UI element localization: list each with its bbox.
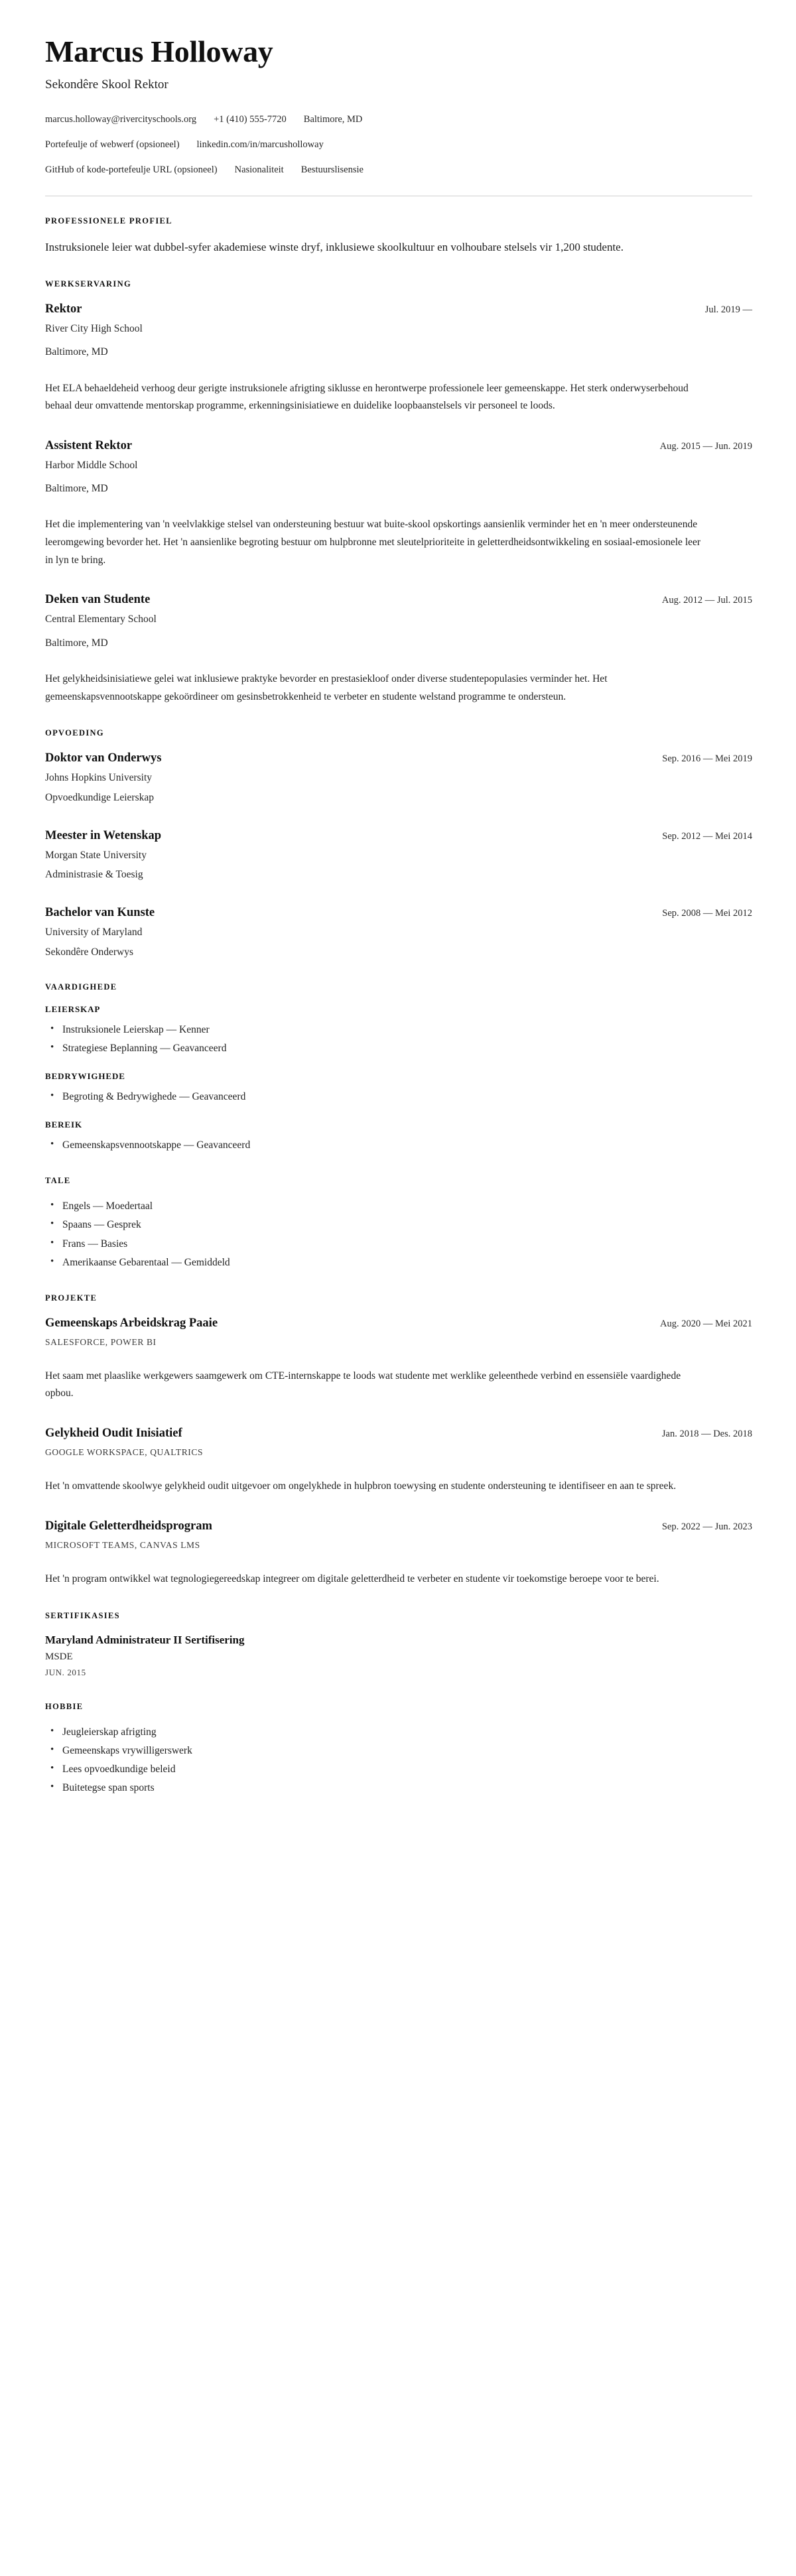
summary-text: Instruksionele leier wat dubbel-syfer akademiese winste dryf, inklusiewe skoolkultuur en volhoubare stelsels vir 1,200 studente. — [45, 241, 624, 254]
experience-description: Het gelykheidsinisiatiewe gelei wat inklusiewe praktyke bevorder en prestasiekloof onder diverse studentepopulasies verminder het. Het gemeenskapsvennootskappe gekoördineer om gesinsbetrokkenheid te verbeter en studente welstand programme te ondersteun. — [45, 673, 608, 702]
education-date-range: Sep. 2008 — Mei 2012 — [662, 908, 752, 919]
experience-location: Baltimore, MD — [45, 346, 108, 358]
language-item: • Spaans — Gesprek — [45, 1216, 752, 1233]
education-date-range: Sep. 2016 — Mei 2019 — [662, 753, 752, 765]
section-title-certifications: SERTIFIKASIES — [45, 1610, 120, 1620]
experience-organization: Central Elementary School — [45, 613, 157, 625]
experience-description: Het die implementering van 'n veelvlakkige stelsel van ondersteuning bestuur wat buite-skool opskortings aansienlik verminder het en 'n meer ondersteunende leeromgewing bevorder het. Het 'n aansienlike begroting bestuur om hulpbronne met sleutelprioriteite in geletterdheidsontwikkeling en sosiaal-emosionele leer in lyn te bring. — [45, 519, 701, 566]
language-item: • Amerikaanse Gebarentaal — Gemiddeld — [45, 1254, 752, 1271]
section-hobbies — [45, 1702, 752, 1796]
project-date-range: Aug. 2020 — Mei 2021 — [660, 1318, 752, 1329]
section-certifications — [45, 1611, 752, 1679]
education-entry — [45, 828, 752, 883]
experience-entry-head — [45, 438, 752, 454]
project-description: Het saam met plaaslike werkgewers saamgewerk om CTE-internskappe te loods wat studente met werklike geleenthede verbind en essensiële vaardighede opbou. — [45, 1370, 681, 1399]
section-summary — [45, 216, 752, 257]
project-title: Gemeenskaps Arbeidskrag Paaie — [45, 1316, 218, 1330]
education-field: Opvoedkundige Leierskap — [45, 791, 154, 803]
resume-header — [45, 34, 752, 177]
section-title-skills: VAARDIGHEDE — [45, 982, 117, 992]
education-entry-head — [45, 828, 752, 844]
project-title: Digitale Geletterdheidsprogram — [45, 1519, 212, 1533]
candidate-name: Marcus Holloway — [45, 34, 273, 68]
project-entry-head — [45, 1518, 752, 1534]
section-title-experience: WERKSERVARING — [45, 279, 132, 289]
section-title-hobbies: HOBBIE — [45, 1701, 84, 1711]
education-degree: Doktor van Onderwys — [45, 751, 162, 765]
education-entry-head — [45, 905, 752, 921]
section-title-summary: PROFESSIONELE PROFIEL — [45, 216, 172, 226]
language-item: • Engels — Moedertaal — [45, 1198, 752, 1214]
skill-group — [45, 1120, 752, 1153]
experience-location: Baltimore, MD — [45, 483, 108, 495]
skill-list — [45, 1137, 752, 1153]
experience-location: Baltimore, MD — [45, 637, 108, 649]
skill-item: • Instruksionele Leierskap — Kenner — [45, 1021, 752, 1038]
skill-group-name: BEREIK — [45, 1120, 82, 1130]
experience-description: Het ELA behaeldeheid verhoog deur gerigte instruksionele afrigting siklusse en herontwerpe professionele leer gemeenskappe. Het sterk onderwyserbehoud behaal deur omvattende mentorskap programme, erkenningsinisiatiewe en duidelike loopbaanstelsels vir personeel te loods. — [45, 382, 689, 412]
project-entry — [45, 1315, 752, 1403]
project-entry — [45, 1425, 752, 1496]
certification-entry — [45, 1633, 752, 1679]
skill-group-name: BEDRYWIGHEDE — [45, 1071, 125, 1082]
project-title: Gelykheid Oudit Inisiatief — [45, 1427, 182, 1441]
project-date-range: Jan. 2018 — Des. 2018 — [661, 1429, 752, 1440]
experience-job-title: Rektor — [45, 302, 82, 316]
contact-row-2 — [45, 138, 752, 153]
education-institution: Morgan State University — [45, 849, 147, 861]
education-institution: University of Maryland — [45, 927, 143, 938]
experience-entry-head — [45, 592, 752, 608]
section-title-languages: TALE — [45, 1176, 71, 1186]
section-education — [45, 728, 752, 960]
project-entry — [45, 1518, 752, 1588]
experience-date-range: Aug. 2012 — Jul. 2015 — [661, 595, 752, 606]
contact-linkedin[interactable]: linkedin.com/in/marcusholloway — [196, 139, 324, 150]
project-stack: GOOGLE WORKSPACE, QUALTRICS — [45, 1447, 204, 1458]
education-entry — [45, 905, 752, 960]
section-title-education: OPVOEDING — [45, 728, 104, 738]
project-entry-head — [45, 1315, 752, 1331]
education-entry-head — [45, 750, 752, 766]
experience-entry — [45, 301, 752, 415]
contact-row-1 — [45, 113, 752, 127]
skill-item: • Strategiese Beplanning — Geavanceerd — [45, 1040, 752, 1057]
education-field: Sekondêre Onderwys — [45, 946, 134, 958]
contact-email[interactable]: marcus.holloway@rivercityschools.org — [45, 114, 197, 125]
contact-drivers-license: Bestuurslisensie — [300, 164, 364, 175]
experience-date-range: Aug. 2015 — Jun. 2019 — [659, 440, 752, 452]
skill-item: • Begroting & Bedrywighede — Geavanceerd — [45, 1088, 752, 1105]
project-stack: MICROSOFT TEAMS, CANVAS LMS — [45, 1539, 200, 1550]
hobby-item: • Lees opvoedkundige beleid — [45, 1761, 752, 1777]
education-degree: Meester in Wetenskap — [45, 828, 162, 842]
experience-entry — [45, 592, 752, 706]
section-projects — [45, 1293, 752, 1588]
contact-phone[interactable]: +1 (410) 555-7720 — [214, 114, 287, 125]
experience-job-title: Deken van Studente — [45, 593, 151, 607]
education-date-range: Sep. 2012 — Mei 2014 — [662, 830, 752, 842]
certification-title: Maryland Administrateur II Sertifisering — [45, 1633, 245, 1646]
contact-portfolio[interactable]: Portefeulje of webwerf (opsioneel) — [45, 139, 180, 150]
hobby-item: • Gemeenskaps vrywilligerswerk — [45, 1742, 752, 1759]
skill-list — [45, 1021, 752, 1057]
experience-organization: Harbor Middle School — [45, 459, 138, 471]
project-entry-head — [45, 1425, 752, 1441]
skill-item: • Gemeenskapsvennootskappe — Geavanceerd — [45, 1137, 752, 1153]
experience-entry-head — [45, 301, 752, 317]
skill-group — [45, 1004, 752, 1057]
language-item: • Frans — Basies — [45, 1236, 752, 1252]
experience-organization: River City High School — [45, 323, 143, 335]
candidate-headline: Sekondêre Skool Rektor — [45, 77, 168, 92]
certification-issuer: MSDE — [45, 1651, 73, 1663]
skill-group-name: LEIERSKAP — [45, 1003, 101, 1014]
experience-entry — [45, 438, 752, 570]
project-stack: SALESFORCE, POWER BI — [45, 1336, 157, 1347]
language-list — [45, 1198, 752, 1270]
experience-date-range: Jul. 2019 — — [704, 304, 752, 315]
skill-group — [45, 1071, 752, 1105]
section-experience — [45, 279, 752, 706]
hobby-list — [45, 1724, 752, 1796]
education-field: Administrasie & Toesig — [45, 869, 143, 881]
hobby-item: • Jeugleierskap afrigting — [45, 1724, 752, 1740]
section-skills — [45, 982, 752, 1153]
contact-row-3 — [45, 163, 752, 178]
section-title-projects: PROJEKTE — [45, 1293, 98, 1303]
project-date-range: Sep. 2022 — Jun. 2023 — [661, 1521, 752, 1532]
experience-job-title: Assistent Rektor — [45, 438, 133, 452]
section-languages — [45, 1176, 752, 1270]
contact-github[interactable]: GitHub of kode-portefeulje URL (opsioneel) — [45, 164, 218, 175]
hobby-item: • Buitetegse span sports — [45, 1779, 752, 1796]
project-description: Het 'n program ontwikkel wat tegnologiegereedskap integreer om digitale geletterdheid te verbeter en studente vir toekomstige beroepe voor te berei. — [45, 1573, 659, 1584]
education-degree: Bachelor van Kunste — [45, 906, 155, 920]
certification-date: JUN. 2015 — [45, 1667, 86, 1678]
project-description: Het 'n omvattende skoolwye gelykheid oudit uitgevoer om ongelykhede in hulpbron toewysing en studente ondersteuning te identifiseer en aan te spreek. — [45, 1480, 677, 1492]
contact-nationality: Nasionaliteit — [234, 164, 284, 175]
education-entry — [45, 750, 752, 805]
skill-list — [45, 1088, 752, 1105]
education-institution: Johns Hopkins University — [45, 772, 153, 784]
contact-location: Baltimore, MD — [303, 114, 363, 125]
